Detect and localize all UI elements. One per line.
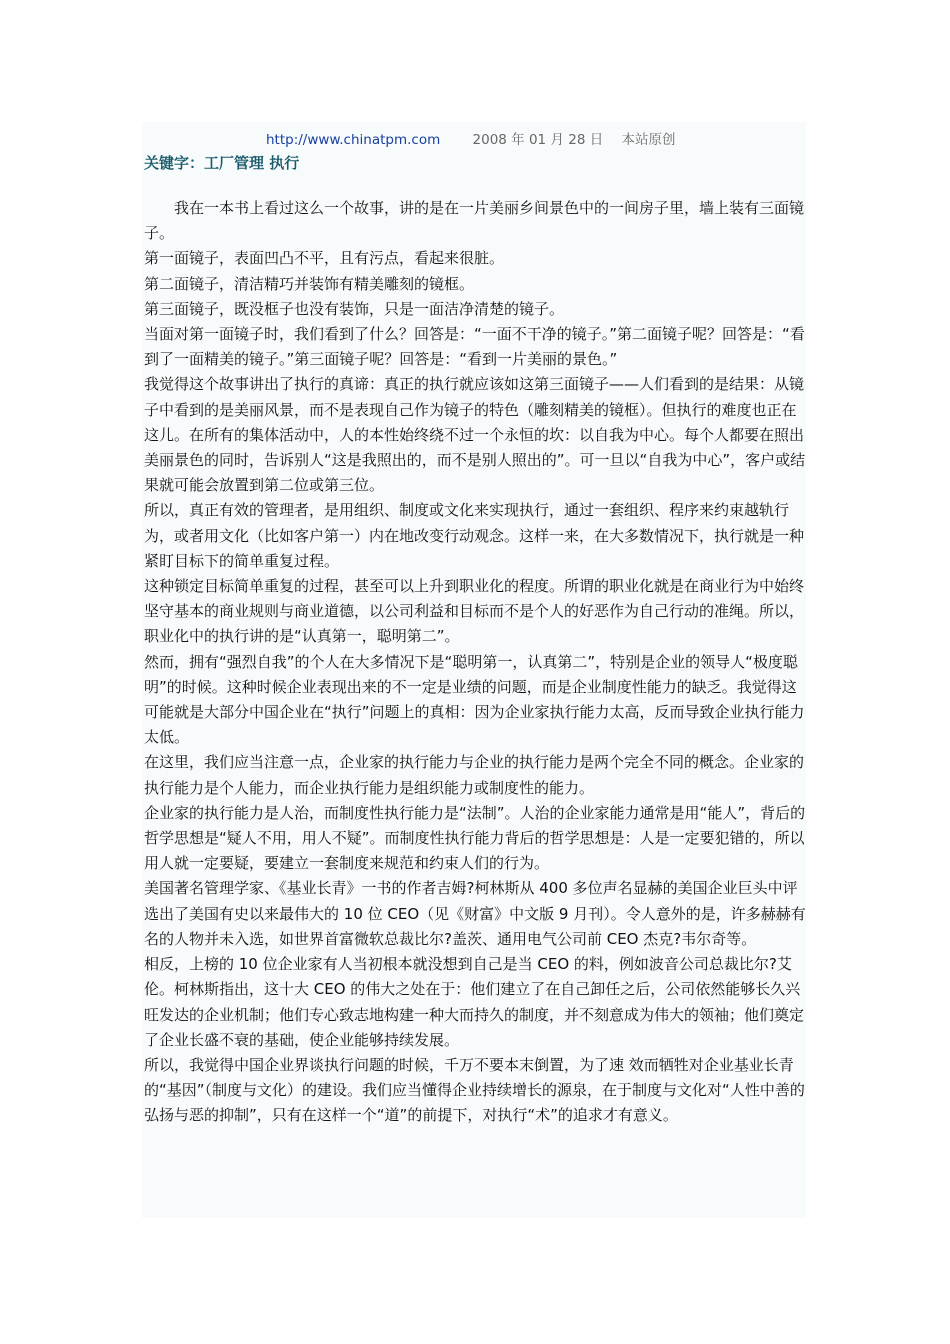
site-link[interactable]: http://www.chinatpm.com — [266, 132, 441, 148]
paragraph: 我在一本书上看过这么一个故事，讲的是在一片美丽乡间景色中的一间房子里，墙上装有三面镜子。 — [144, 199, 805, 243]
publish-date: 2008 年 01 月 28 日 — [472, 132, 604, 148]
article-body — [144, 196, 808, 1129]
paragraph: 在这里，我们应当注意一点，企业家的执行能力与企业的执行能力是两个完全不同的概念。企业家的执行能力是个人能力，而企业执行能力是组织能力或制度性的能力。 — [144, 753, 805, 797]
paragraph: 这种锁定目标简单重复的过程，甚至可以上升到职业化的程度。所谓的职业化就是在商业行为中始终坚守基本的商业规则与商业道德，以公司利益和目标而不是个人的好恶作为自己行动的准绳。所以，职业化中的执行讲的是“认真第一，聪明第二”。 — [144, 577, 805, 646]
paragraph: 当面对第一面镜子时，我们看到了什么？回答是：“一面不干净的镜子。”第二面镜子呢？回答是：“看到了一面精美的镜子。”第三面镜子呢？回答是：“看到一片美丽的景色。” — [144, 325, 805, 369]
keywords-line: 关键字：工厂管理 执行 — [144, 154, 300, 172]
source-label: 本站原创 — [621, 132, 676, 148]
paragraph: 所以，我觉得中国企业界谈执行问题的时候，千万不要本末倒置，为了速 效而牺牲对企业基业长青的“基因”（制度与文化）的建设。我们应当懂得企业持续增长的源泉，在于制度与文化对“人性中善的弘扬与恶的抑制”，只有在这样一个“道”的前提下，对执行“术”的追求才有意义。 — [144, 1055, 805, 1125]
paragraph: 美国著名管理学家、《基业长青》一书的作者吉姆?柯林斯从 400 多位声名显赫的美国企业巨头中评选出了美国有史以来最伟大的 10 位 CEO（见《财富》中文版 9 月刊）。令人意外的是，许多赫赫有名的人物并未入选，如世界首富微软总裁比尔?盖茨、通用电气公司前 CEO 杰克?韦尔奇等。 — [144, 879, 806, 948]
article-header — [266, 128, 806, 148]
paragraph: 相反，上榜的 10 位企业家有人当初根本就没想到自己是当 CEO 的料，例如波音公司总裁比尔?艾伦。柯林斯指出，这十大 CEO 的伟大之处在于：他们建立了在自己卸任之后，公司依然能够长久兴旺发达的企业机制；他们专心致志地构建一种大而持久的制度，并不刻意成为伟大的领袖；他们奠定了企业长盛不衰的基础，使企业能够持续发展。 — [144, 955, 805, 1049]
paragraph: 所以，真正有效的管理者，是用组织、制度或文化来实现执行，通过一套组织、程序来约束越轨行为，或者用文化（比如客户第一）内在地改变行动观念。这样一来，在大多数情况下，执行就是一种紧盯目标下的简单重复过程。 — [144, 501, 805, 570]
paragraph: 然而，拥有“强烈自我”的个人在大多情况下是“聪明第一，认真第二”，特别是企业的领导人“极度聪明”的时候。这种时候企业表现出来的不一定是业绩的问题，而是企业制度性能力的缺乏。我觉得这可能就是大部分中国企业在“执行”问题上的真相：因为企业家执行能力太高，反而导致企业执行能力太低。 — [144, 652, 805, 747]
paragraph: 企业家的执行能力是人治，而制度性执行能力是“法制”。人治的企业家能力通常是用“能人”，背后的哲学思想是“疑人不用，用人不疑”。而制度性执行能力背后的哲学思想是：人是一定要犯错的，所以用人就一定要疑，要建立一套制度来规范和约束人们的行为。 — [144, 803, 806, 873]
paragraph: 第一面镜子，表面凹凸不平，且有污点，看起来很脏。 — [144, 249, 505, 268]
paragraph: 我觉得这个故事讲出了执行的真谛：真正的执行就应该如这第三面镜子——人们看到的是结果：从镜子中看到的是美丽风景，而不是表现自己作为镜子的特色（雕刻精美的镜框）。但执行的难度也正在这儿。在所有的集体活动中，人的本性始终绕不过一个永恒的坎：以自我为中心。每个人都要在照出美丽景色的同时，告诉别人“这是我照出的，而不是别人照出的”。可一旦以“自我为中心”，客户或结果就可能会放置到第二位或第三位。 — [144, 375, 806, 495]
paragraph: 第二面镜子，清洁精巧并装饰有精美雕刻的镜框。 — [144, 274, 475, 293]
paragraph: 第三面镜子，既没框子也没有装饰，只是一面洁净清楚的镜子。 — [144, 299, 565, 318]
